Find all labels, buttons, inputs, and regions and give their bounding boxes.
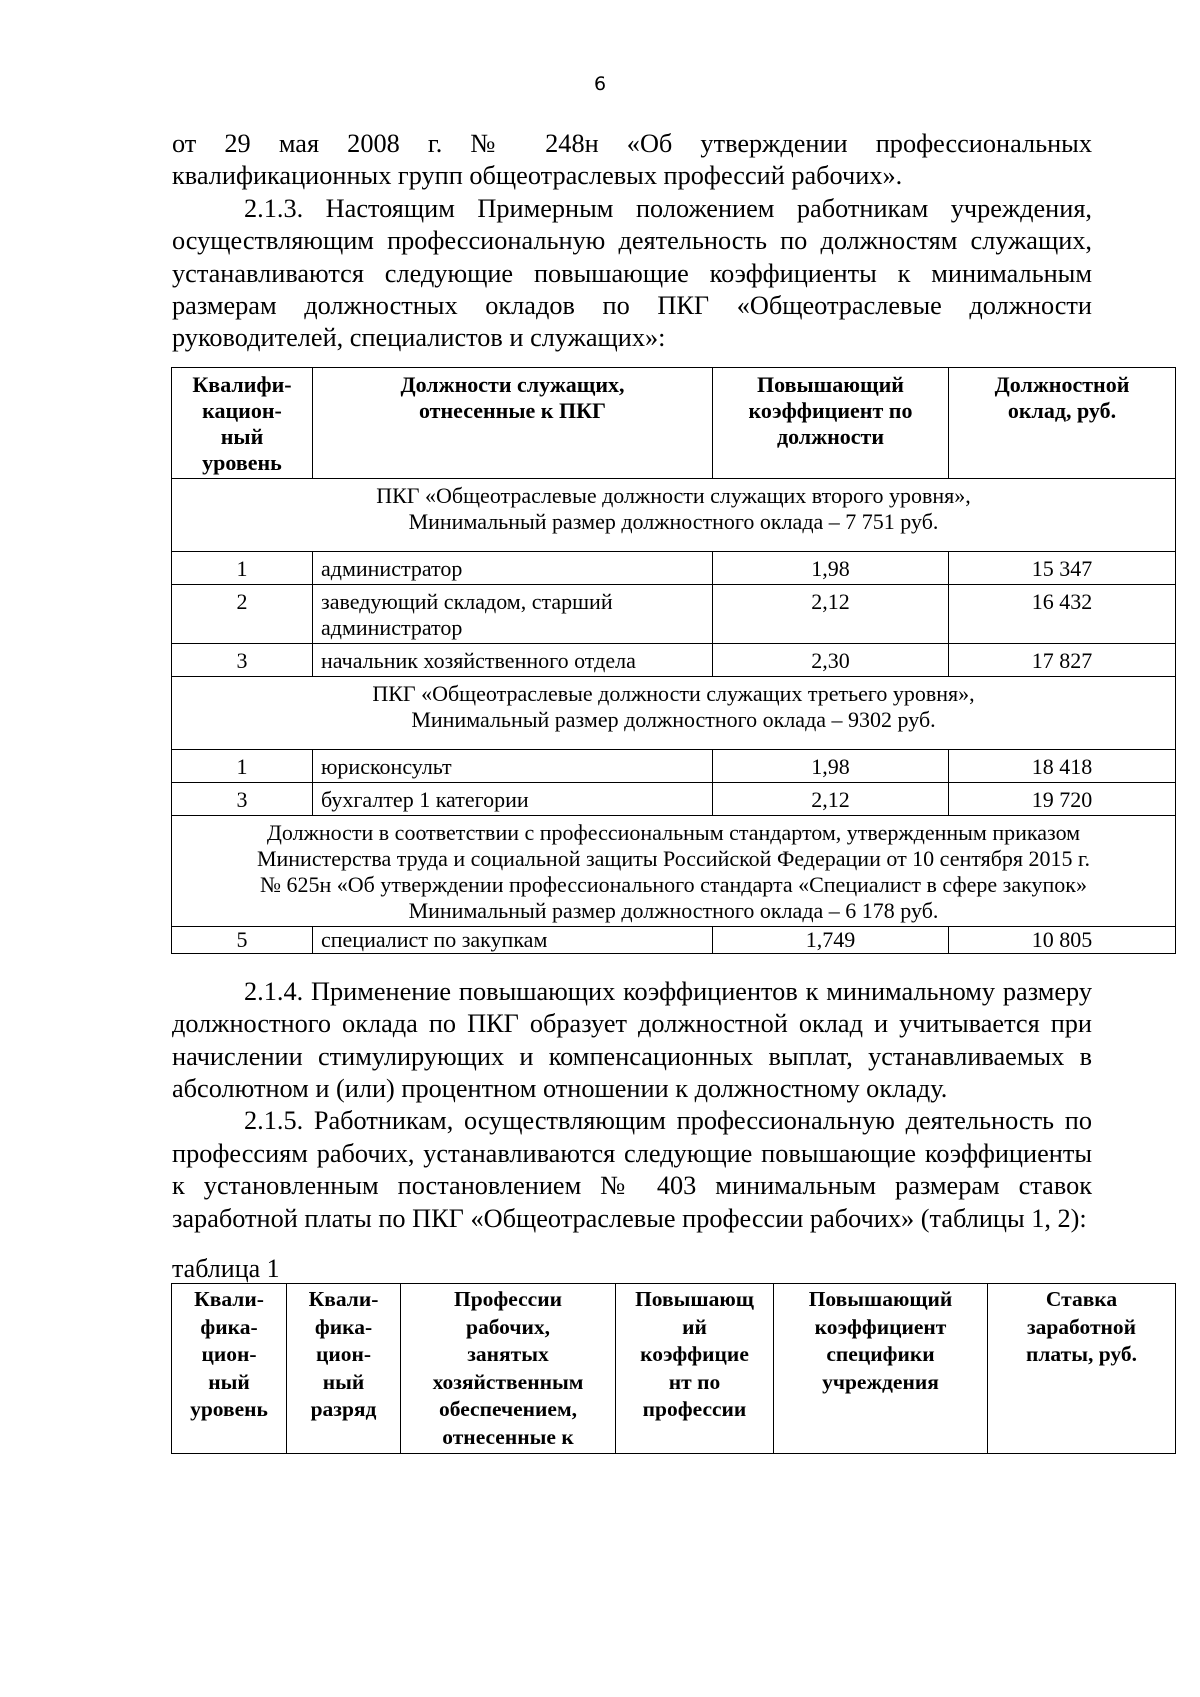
group-heading-second-level bbox=[172, 478, 1176, 551]
cell-level: 5 bbox=[172, 926, 313, 953]
cell-coefficient: 1,749 bbox=[713, 926, 949, 953]
group-title-line: Министерства труда и социальной защиты Российской Федерации от 10 сентября 2015 г. bbox=[256, 845, 1091, 871]
paragraph-2-1-5: 2.1.5. Работникам, осуществляющим профессиональную деятельность по профессиям рабочих, устанавливаются следующие повышающие коэффициенты к установленным постановлением № 403 минимальным размерам ставок заработной платы по ПКГ «Общеотраслевые профессии рабочих» (таблицы 1, 2): bbox=[172, 1106, 1092, 1233]
cell-coefficient: 1,98 bbox=[713, 749, 949, 782]
cell-position: специалист по закупкам bbox=[313, 926, 713, 953]
header-grade: Квали- фика- цион- ный разряд bbox=[287, 1284, 401, 1454]
positions-table bbox=[171, 367, 1176, 954]
header-level: Квали- фика- цион- ный уровень bbox=[172, 1284, 287, 1454]
cell-level: 1 bbox=[172, 551, 313, 584]
cell-level: 2 bbox=[172, 584, 313, 643]
page-number: 6 bbox=[593, 73, 607, 95]
header-coefficient: Повышающий коэффициент по должности bbox=[713, 367, 949, 478]
group-min-salary: Минимальный размер должностного оклада – 9302 руб. bbox=[411, 706, 936, 732]
header-inst-coefficient: Повышающий коэффициент специфики учреждения bbox=[774, 1284, 988, 1454]
paragraph-order-reference: от 29 мая 2008 г. № 248н «Об утверждении профессиональных квалификационных групп общеотраслевых профессий рабочих». bbox=[172, 129, 1092, 191]
cell-coefficient: 1,98 bbox=[713, 551, 949, 584]
cell-position: администратор bbox=[313, 551, 713, 584]
group-title-line: № 625н «Об утверждении профессионального стандарта «Специалист в сфере закупок» bbox=[260, 871, 1087, 897]
group-min-salary: Минимальный размер должностного оклада – 6 178 руб. bbox=[408, 897, 939, 923]
cell-salary: 16 432 bbox=[949, 584, 1176, 643]
table-row bbox=[172, 749, 1176, 782]
table-header-row bbox=[172, 1284, 1176, 1454]
header-salary: Должностной оклад, руб. bbox=[949, 367, 1176, 478]
table-row bbox=[172, 926, 1176, 953]
cell-salary: 17 827 bbox=[949, 643, 1176, 676]
paragraph-2-1-3: 2.1.3. Настоящим Примерным положением работникам учреждения, осуществляющим профессиональную деятельность по должностям служащих, устанавливаются следующие повышающие коэффициенты к минимальным размерам должностных окладов по ПКГ «Общеотраслевые должности руководителей, специалистов и служащих»: bbox=[172, 193, 1092, 353]
header-rate: Ставка заработной платы, руб. bbox=[988, 1284, 1176, 1454]
cell-level: 3 bbox=[172, 643, 313, 676]
professions-table bbox=[171, 1283, 1176, 1454]
group-row bbox=[172, 676, 1176, 749]
cell-salary: 19 720 bbox=[949, 782, 1176, 815]
table-row bbox=[172, 782, 1176, 815]
header-level: Квалифи- кацион- ный уровень bbox=[172, 367, 313, 478]
table-header-row bbox=[172, 367, 1176, 478]
cell-level: 3 bbox=[172, 782, 313, 815]
cell-salary: 18 418 bbox=[949, 749, 1176, 782]
cell-coefficient: 2,12 bbox=[713, 584, 949, 643]
group-row bbox=[172, 815, 1176, 926]
group-title: ПКГ «Общеотраслевые должности служащих второго уровня», bbox=[376, 482, 971, 508]
table-row bbox=[172, 551, 1176, 584]
cell-position: начальник хозяйственного отдела bbox=[313, 643, 713, 676]
table1-clip bbox=[172, 1283, 1137, 1449]
paragraph-2-1-4: 2.1.4. Применение повышающих коэффициентов к минимальному размеру должностного оклада по ПКГ образует должностной оклад и учитывается при начислении стимулирующих и компенсационных выплат, устанавливаемых в абсолютном и (или) процентном отношении к должностному окладу. bbox=[172, 976, 1092, 1104]
group-title: ПКГ «Общеотраслевые должности служащих третьего уровня», bbox=[372, 680, 975, 706]
cell-position: бухгалтер 1 категории bbox=[313, 782, 713, 815]
header-positions: Должности служащих, отнесенные к ПКГ bbox=[313, 367, 713, 478]
cell-position: заведующий складом, старший администратор bbox=[313, 584, 713, 643]
cell-level: 1 bbox=[172, 749, 313, 782]
cell-coefficient: 2,12 bbox=[713, 782, 949, 815]
document-body bbox=[172, 128, 1137, 1449]
table1-caption: таблица 1 bbox=[172, 1254, 280, 1284]
table-row bbox=[172, 643, 1176, 676]
cell-salary: 15 347 bbox=[949, 551, 1176, 584]
cell-position: юрисконсульт bbox=[313, 749, 713, 782]
table-row bbox=[172, 584, 1176, 643]
group-title-line: Должности в соответствии с профессиональным стандартом, утвержденным приказом bbox=[266, 819, 1081, 845]
group-row bbox=[172, 478, 1176, 551]
header-prof-coefficient: Повышающ ий коэффицие нт по профессии bbox=[616, 1284, 774, 1454]
group-heading-professional-standard bbox=[172, 815, 1176, 926]
group-min-salary: Минимальный размер должностного оклада – 7 751 руб. bbox=[408, 508, 939, 534]
cell-coefficient: 2,30 bbox=[713, 643, 949, 676]
group-heading-third-level bbox=[172, 676, 1176, 749]
cell-salary: 10 805 bbox=[949, 926, 1176, 953]
header-professions: Профессии рабочих, занятых хозяйственным обеспечением, отнесенные к bbox=[401, 1284, 616, 1454]
